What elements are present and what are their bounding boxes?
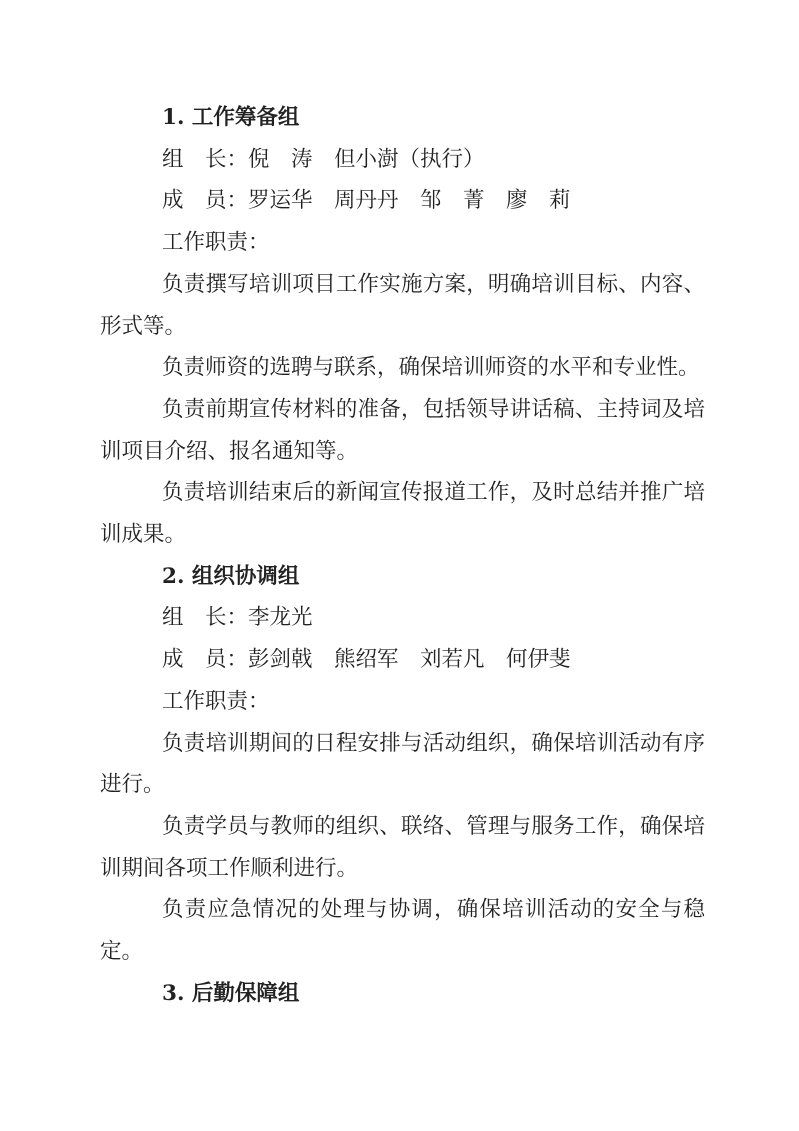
duty-paragraph: 负责撰写培训项目工作实施方案，明确培训目标、内容、形式等。 [100,271,705,339]
section-heading: 1. 工作筹备组 [162,105,300,130]
section-logistics-support-group [100,973,705,1015]
duties-label: 工作职责： [162,230,270,256]
section-heading: 3. 后勤保障组 [162,980,300,1006]
group-members-line: 成 员：罗运华 周丹丹 邹 菁 廖 莉 [162,188,571,214]
group-leader-line: 组 长：倪 涛 但小澍（执行） [162,146,485,172]
section-organization-coordination-group [100,556,705,973]
section-work-preparation-group [100,97,705,556]
group-leader-line: 组 长：李龙光 [162,605,313,631]
duty-paragraph: 负责师资的选聘与联系，确保培训师资的水平和专业性。 [162,355,700,381]
duty-paragraph: 负责学员与教师的组织、联络、管理与服务工作，确保培训期间各项工作顺利进行。 [100,813,705,881]
duty-paragraph: 负责前期宣传材料的准备，包括领导讲话稿、主持词及培训项目介绍、报名通知等。 [100,396,705,464]
group-members-line: 成 员：彭剑戟 熊绍军 刘若凡 何伊斐 [162,647,571,673]
duty-paragraph: 负责培训期间的日程安排与活动组织，确保培训活动有序进行。 [100,730,705,798]
duty-paragraph: 负责应急情况的处理与协调，确保培训活动的安全与稳定。 [100,897,705,965]
section-heading: 2. 组织协调组 [162,563,300,589]
duty-paragraph: 负责培训结束后的新闻宣传报道工作，及时总结并推广培训成果。 [100,480,705,548]
duties-label: 工作职责： [162,688,270,714]
